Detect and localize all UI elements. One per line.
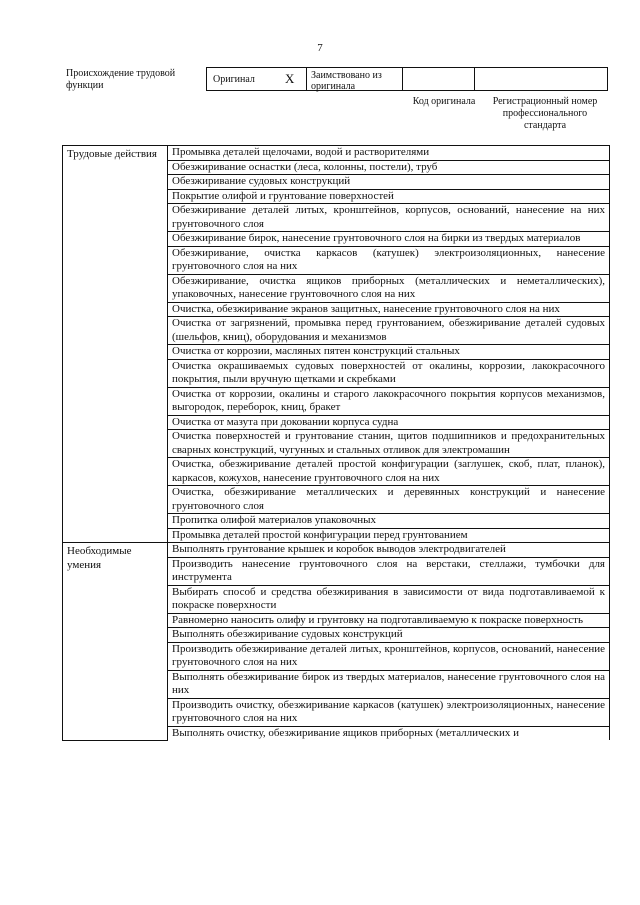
page-number: 7 [317,42,323,54]
table-cell-item: Очистка от коррозии, окалины и старого лакокрасочного покрытия корпусов механизмов, выгородок, переборок, книц, бракет [168,387,610,415]
table-cell-item: Равномерно наносить олифу и грунтовку на подготавливаемую к покраске поверхность [168,613,610,628]
table-cell-item: Обезжиривание, очистка каркасов (катушек) электроизоляционных, нанесение грунтовочного слоя на них [168,246,610,274]
table-cell-item: Выполнять очистку, обезжиривание ящиков приборных (металлических и [168,726,610,740]
table-cell-item: Производить обезжиривание деталей литых, кронштейнов, корпусов, оснований, нанесение грунтовочного слоя на них [168,642,610,670]
table-cell-item: Обезжиривание оснастки (леса, колонны, постели), труб [168,160,610,175]
table-cell-item: Выполнять обезжиривание бирок из твердых материалов, нанесение грунтовочного слоя на них [168,670,610,698]
original-mark: Х [285,71,295,86]
table-cell-item: Выбирать способ и средства обезжиривания в зависимости от вида подготавливаемой к покраске поверхности [168,585,610,613]
table-row [63,543,610,558]
origin-label: Происхождение трудовой функции [66,68,176,91]
table-cell-item: Обезжиривание бирок, нанесение грунтовочного слоя на бирки из твердых материалов [168,232,610,247]
table-cell-item: Очистка от коррозии, масляных пятен конструкций стальных [168,345,610,360]
table-cell-item: Очистка от загрязнений, промывка перед грунтованием, обезжиривание деталей судовых (шельфов, книц), оборудования и механизмов [168,317,610,345]
table-cell-item: Очистка, обезжиривание экранов защитных, нанесение грунтовочного слоя на них [168,302,610,317]
table-cell-item: Выполнять грунтование крышек и коробок выводов электродвигателей [168,543,610,558]
function-table [62,145,610,741]
table-cell-item: Промывка деталей щелочами, водой и растворителями [168,146,610,161]
table-cell-item: Обезжиривание деталей литых, кронштейнов, корпусов, оснований, нанесение на них грунтовочного слоя [168,204,610,232]
table-cell-item: Промывка деталей простой конфигурации перед грунтованием [168,528,610,543]
table-cell-item: Обезжиривание судовых конструкций [168,175,610,190]
code-caption: Код оригинала [412,96,476,107]
table-cell-item: Производить очистку, обезжиривание каркасов (катушек) электроизоляционных, нанесение грунтовочного слоя на них [168,698,610,726]
section-title: Необходимые умения [63,543,168,741]
table-cell-item: Очистка, обезжиривание деталей простой конфигурации (заглушек, скоб, плат, планок), каркасов, кожухов, нанесение грунтовочного слоя на них [168,458,610,486]
section-title: Трудовые действия [63,146,168,543]
table-cell-item: Очистка от мазута при доковании корпуса судна [168,415,610,430]
table-cell-item: Очистка окрашиваемых судовых поверхностей от окалины, коррозии, лакокрасочного покрытия, пыли вручную щетками и скребками [168,359,610,387]
code-cell [403,68,475,90]
borrowed-label: Заимствовано из оригинала [307,68,403,90]
table-cell-item: Пропитка олифой материалов упаковочных [168,514,610,529]
function-table-body [63,146,610,741]
table-cell-item: Выполнять обезжиривание судовых конструкций [168,628,610,643]
table-cell-item: Покрытие олифой и грунтование поверхностей [168,189,610,204]
table-cell-item: Производить нанесение грунтовочного слоя на верстаки, стеллажи, тумбочки для инструмента [168,557,610,585]
origin-box [206,67,608,91]
table-cell-item: Очистка поверхностей и грунтование станин, щитов подшипников и предохранительных сварных конструкций, чугунных и стальных отливок для электромашин [168,430,610,458]
reg-number-cell [475,68,607,90]
reg-caption: Регистрационный номер профессионального стандарта [492,96,598,131]
original-cell [207,68,307,90]
table-row [63,146,610,161]
table-cell-item: Обезжиривание, очистка ящиков приборных (металлических и неметаллических), упаковочных, нанесение грунтовочного слоя на них [168,274,610,302]
original-label: Оригинал [213,74,255,85]
table-cell-item: Очистка, обезжиривание металлических и деревянных конструкций и нанесение грунтовочного слоя [168,486,610,514]
